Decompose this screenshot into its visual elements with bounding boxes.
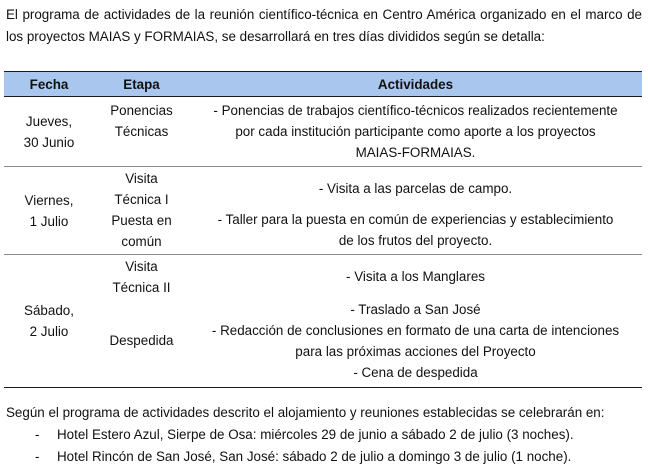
list-item [6,424,642,446]
table-row [4,167,642,255]
lodging-section [6,402,642,468]
list-item [6,446,642,468]
hotel-estero-azul: Hotel Estero Azul, Sierpe de Osa: miércoles 29 de junio a sábado 2 de julio (3 noches). [57,427,574,442]
list-dash: - [35,427,40,442]
actividades-cell: - Ponencias de trabajos científico-técnicos realizados recientemente por cada institución participante como aporte a los proyectos MAIAS-FORMAIAS. [213,103,618,160]
etapa-cell: Visita Técnica I Puesta en común [111,171,172,249]
hotel-list [6,424,642,468]
header-fecha: Fecha [29,76,69,92]
schedule-table [4,71,642,388]
list-dash: - [35,449,40,464]
hotel-rincon-san-jose: Hotel Rincón de San José, San José: sábado 2 de julio a domingo 3 de julio (1 noche). [57,449,572,464]
actividades-cell: - Visita a las parcelas de campo. - Taller para la puesta en común de experiencias y establecimiento de los frutos del proyecto. [217,181,614,248]
table-row [4,255,642,388]
fecha-cell: Viernes, 1 Julio [24,192,74,229]
header-etapa: Etapa [123,76,160,92]
etapa-cell: Ponencias Técnicas [110,103,173,139]
fecha-cell: Jueves, 30 Junio [23,113,75,150]
etapa-cell: Visita Técnica II Despedida [109,259,174,348]
table-header [4,71,642,97]
table-row [4,97,642,167]
fecha-cell: Sábado, 2 Julio [24,303,74,339]
intro-paragraph: El programa de actividades de la reunión científico-técnica en Centro América organizado en el marco de los proyectos MAIAS y FORMAIAS, se desarrollará en tres días divididos según se detalla: [6,7,642,44]
lodging-intro: Según el programa de actividades descrito el alojamiento y reuniones establecidas se celebrarán en: [6,405,605,420]
actividades-cell: - Visita a los Manglares - Traslado a San José - Redacción de conclusiones en formato de una carta de intenciones para las próximas acciones del Proyecto - Cena de despedida [211,269,620,380]
header-actividades: Actividades [377,76,454,92]
